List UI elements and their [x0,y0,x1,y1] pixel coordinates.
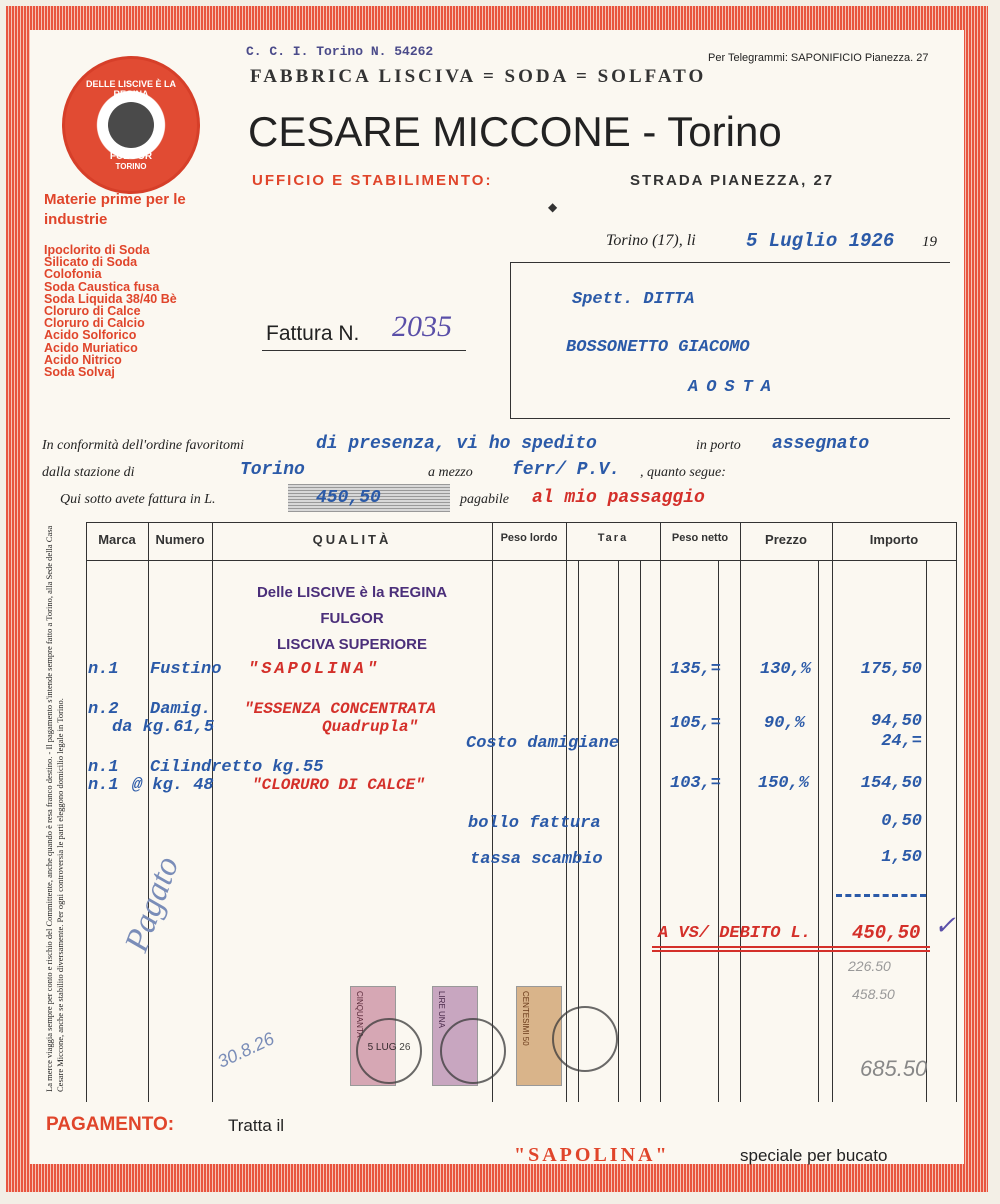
invoice-number: 2035 [392,310,452,343]
col-header-prezzo: Prezzo [765,532,807,547]
extra-amount: 0,50 [881,812,922,831]
pencil-note: 458.50 [852,986,895,1002]
row-price: 150,% [758,774,810,793]
row-amount: 154,50 [860,774,922,793]
table-col-border [818,560,819,1102]
row-mark: n.1 [88,660,119,679]
brand-line: LISCIVA SUPERIORE [276,636,428,653]
material-item: Silicato di Soda [44,255,138,270]
extra-amount: 1,50 [881,848,922,867]
payment-value: Tratta il [228,1116,285,1135]
extra-label: tassa scambio [470,850,603,869]
factory-line: FABBRICA LISCIVA = SODA = SOLFATO [250,66,707,87]
col-header-marca: Marca [98,532,136,547]
row-desc: Fustino [150,660,222,679]
row-amount: 94,50 [870,712,922,731]
paid-handwriting: Pagato [118,851,187,957]
date-place: Torino (17), li [606,232,696,249]
row-net: 103,= [670,774,722,793]
terms-l1-val: di presenza, vi ho spedito [316,434,597,454]
row-product: Quadrupla" [322,718,419,736]
postmark-text: 5 LUG 26 [367,1042,411,1053]
terms-l2-val2: ferr/ P.V. [512,460,621,480]
row-mark: n.1 [88,776,119,795]
invoice-underline [262,350,466,351]
telegrams: Per Telegrammi: SAPONIFICIO Pianezza. 27 [708,52,929,64]
material-item: Soda Caustica fusa [44,279,160,294]
row-amount: 175,50 [860,660,922,679]
recipient-line2: BOSSONETTO GIACOMO [566,338,750,357]
col-header-tara: Tara [597,532,629,544]
materials-title: Materie prime per le industrie [44,191,186,228]
row-desc: @ kg. 48 [132,776,214,795]
total-amount: 450,50 [852,922,921,944]
payment-label: PAGAMENTO: [46,1114,175,1135]
terms-l3-val: 450,50 [316,488,381,508]
material-item: Acido Solforico [44,328,137,343]
footer-brand-tag: speciale per bucato [740,1146,888,1165]
office-address: STRADA PIANEZZA, 27 [630,172,835,189]
row-net: 135,= [670,660,722,679]
terms-l2-val: Torino [240,460,305,480]
row-desc: Cilindretto kg.55 [150,758,324,777]
extra-label: bollo fattura [468,814,601,833]
row-amount: 24,= [881,732,922,751]
material-item: Ipoclorito di Soda [44,243,150,257]
table-col-border [926,560,927,1102]
seal-inner-text: FULGOR [109,151,153,162]
table-col-border [956,522,957,1102]
brand-line: FULGOR [320,610,384,627]
row-desc: da kg.61,5 [112,718,215,737]
row-mark: n.1 [88,758,119,777]
table-col-border [718,560,719,1102]
col-header-numero: Numero [155,532,205,547]
terms-l3-mid: pagabile [460,492,509,507]
pencil-note: 226.50 [848,958,891,974]
material-item: Acido Nitrico [44,352,122,367]
side-legal-note: La merce viaggia sempre per conto e rischio del Committente, anche quando è resa franco destino. - Il pagamento s'intende sempre fatto a Torino, alla Sede della Casa Cesare Miccone, anche se stabilito diversamente. Per ogni controversia le parti eleggono domicilio legale in Torino. [44,525,65,1092]
table-col-border [640,560,641,1102]
invoice-label: Fattura N. [266,322,360,345]
date-suffix: 19 [922,234,937,250]
col-header-peso-netto: Peso netto [671,532,729,544]
ccl-stamp: C. C. I. Torino N. 54262 [246,44,434,59]
brand-seal [62,56,200,194]
recipient-box-bottom [510,418,950,419]
row-product: "ESSENZA CONCENTRATA [244,700,437,718]
brand-block [212,580,492,658]
material-item: Colofonia [44,267,102,282]
row-price: 130,% [760,660,812,679]
row-product: Costo damigiane [466,734,620,753]
terms-l3-val2: al mio passaggio [532,488,705,508]
row-desc: Damig. [150,700,212,719]
material-item: Cloruro di Calce [44,304,141,319]
terms-l2-pre: dalla stazione di [42,465,135,480]
diamond-ornament: ◆ [548,200,558,214]
row-net: 105,= [670,714,722,733]
table-col-border [618,560,619,1102]
stamp-text: LIRE UNA [437,991,446,1028]
company-name: CESARE MICCONE - Torino [248,108,782,155]
col-header-peso-lordo: Peso lordo [500,532,558,544]
date-value: 5 Luglio 1926 [746,230,895,252]
paid-date: 30.8.26 [214,1028,278,1072]
materials-list [44,244,177,378]
postmark [552,1006,618,1072]
terms-l3-pre: Qui sotto avete fattura in L. [60,492,216,507]
recipient-line1: Spett. DITTA [572,290,695,309]
seal-figure-icon [108,102,154,148]
table-col-border [660,522,661,1102]
terms-l1-mid: in porto [696,438,741,453]
row-price: 90,% [764,714,805,733]
material-item: Soda Liquida 38/40 Bè [44,291,177,306]
row-product: "SAPOLINA" [248,660,381,679]
total-rule [836,894,926,897]
postmark [440,1018,506,1084]
recipient-line3: AOSTA [688,378,780,397]
stamp-text: CINQUANTA [355,991,364,1038]
recipient-box-top [510,262,950,263]
total-underline [652,950,930,952]
terms-l1-pre: In conformità dell'ordine favoritomi [42,438,244,453]
col-header-importo: Importo [869,532,919,547]
seal-ring-text: DELLE LISCIVE È LA REGINA [85,79,176,99]
total-underline [652,946,930,948]
table-col-border [492,522,493,1102]
footer-brand: "SAPOLINA" [514,1144,670,1166]
postmark [356,1018,422,1084]
row-mark: n.2 [88,700,119,719]
terms-l2-post: , quanto segue: [640,465,726,480]
check-mark-icon: ✓ [934,910,956,940]
total-label: A VS/ DEBITO L. [658,924,812,943]
brand-line: Delle LISCIVE è la REGINA [256,584,448,601]
terms-l2-mid: a mezzo [428,465,473,480]
stamp-text: CENTESIMI 50 [521,991,530,1046]
material-item: Cloruro di Calcio [44,316,145,331]
table-col-border [148,522,149,1102]
table-header-rule [86,560,956,561]
table-col-border [740,522,741,1102]
pencil-note: 685.50 [860,1056,928,1081]
seal-city: TORINO [115,162,147,171]
table-top-rule [86,522,956,523]
row-product: "CLORURO DI CALCE" [252,776,425,794]
terms-l1-val2: assegnato [772,434,870,454]
recipient-box-left [510,262,511,418]
office-label: UFFICIO E STABILIMENTO: [252,172,493,189]
material-item: Soda Solvaj [44,365,115,380]
col-header-qualita: QUALITÀ [312,532,392,547]
material-item: Acido Muriatico [44,340,138,355]
